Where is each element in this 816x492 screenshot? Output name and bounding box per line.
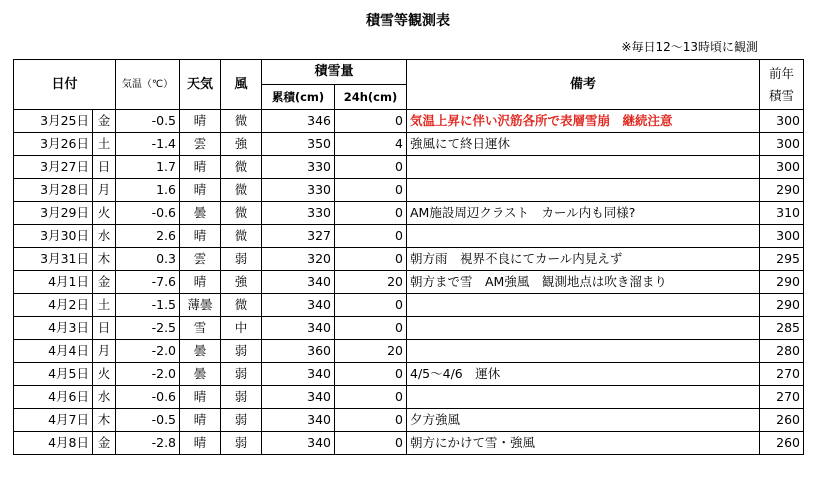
cell-prev-year: 300 <box>760 133 804 156</box>
cell-day: 日 <box>93 317 116 340</box>
cell-wind: 強 <box>221 271 262 294</box>
cell-date: 3月28日 <box>14 179 93 202</box>
cell-24h: 4 <box>335 133 407 156</box>
cell-prev-year: 300 <box>760 110 804 133</box>
cell-prev-year: 300 <box>760 156 804 179</box>
cell-temp: -0.5 <box>116 110 180 133</box>
cell-date: 4月2日 <box>14 294 93 317</box>
cell-remark <box>407 156 760 179</box>
cell-day: 土 <box>93 294 116 317</box>
cell-weather: 晴 <box>180 386 221 409</box>
cell-temp: -0.5 <box>116 409 180 432</box>
cell-prev-year: 270 <box>760 386 804 409</box>
cell-24h: 0 <box>335 156 407 179</box>
cell-cumulative: 330 <box>262 156 335 179</box>
cell-remark <box>407 340 760 363</box>
cell-date: 4月4日 <box>14 340 93 363</box>
cell-weather: 雲 <box>180 133 221 156</box>
cell-cumulative: 320 <box>262 248 335 271</box>
header-remarks: 備考 <box>407 60 760 110</box>
header-prev-line2: 積雪 <box>768 87 794 103</box>
cell-cumulative: 340 <box>262 363 335 386</box>
cell-24h: 0 <box>335 225 407 248</box>
cell-cumulative: 360 <box>262 340 335 363</box>
cell-wind: 微 <box>221 225 262 248</box>
cell-weather: 晴 <box>180 225 221 248</box>
cell-day: 木 <box>93 248 116 271</box>
cell-24h: 20 <box>335 271 407 294</box>
cell-wind: 弱 <box>221 409 262 432</box>
cell-24h: 0 <box>335 363 407 386</box>
table-row <box>14 110 804 133</box>
cell-weather: 晴 <box>180 179 221 202</box>
observation-note: ※毎日12～13時頃に観測 <box>621 40 758 54</box>
cell-day: 日 <box>93 156 116 179</box>
cell-weather: 曇 <box>180 202 221 225</box>
cell-wind: 微 <box>221 179 262 202</box>
cell-cumulative: 350 <box>262 133 335 156</box>
cell-date: 3月29日 <box>14 202 93 225</box>
cell-cumulative: 330 <box>262 179 335 202</box>
cell-24h: 0 <box>335 386 407 409</box>
cell-cumulative: 340 <box>262 271 335 294</box>
cell-day: 金 <box>93 110 116 133</box>
cell-date: 3月30日 <box>14 225 93 248</box>
cell-remark: 気温上昇に伴い沢筋各所で表層雪崩 継続注意 <box>407 110 760 133</box>
cell-wind: 弱 <box>221 432 262 455</box>
cell-temp: -1.5 <box>116 294 180 317</box>
cell-temp: -2.8 <box>116 432 180 455</box>
cell-wind: 強 <box>221 133 262 156</box>
table-row <box>14 179 804 202</box>
cell-remark <box>407 179 760 202</box>
cell-wind: 弱 <box>221 248 262 271</box>
snow-observation-table <box>13 59 804 455</box>
cell-weather: 晴 <box>180 271 221 294</box>
cell-date: 3月25日 <box>14 110 93 133</box>
cell-weather: 雲 <box>180 248 221 271</box>
cell-24h: 0 <box>335 432 407 455</box>
cell-weather: 曇 <box>180 340 221 363</box>
cell-day: 水 <box>93 225 116 248</box>
cell-cumulative: 346 <box>262 110 335 133</box>
cell-weather: 晴 <box>180 432 221 455</box>
cell-day: 金 <box>93 271 116 294</box>
cell-24h: 0 <box>335 248 407 271</box>
cell-24h: 20 <box>335 340 407 363</box>
table-row <box>14 386 804 409</box>
cell-prev-year: 285 <box>760 317 804 340</box>
cell-remark: 4/5～4/6 運休 <box>407 363 760 386</box>
header-cumulative: 累積(cm) <box>262 85 335 110</box>
cell-remark <box>407 386 760 409</box>
cell-weather: 曇 <box>180 363 221 386</box>
cell-prev-year: 300 <box>760 225 804 248</box>
cell-day: 火 <box>93 202 116 225</box>
cell-temp: -0.6 <box>116 386 180 409</box>
cell-weather: 晴 <box>180 156 221 179</box>
cell-temp: -2.0 <box>116 363 180 386</box>
cell-temp: 1.7 <box>116 156 180 179</box>
cell-24h: 0 <box>335 110 407 133</box>
cell-wind: 微 <box>221 156 262 179</box>
cell-temp: -0.6 <box>116 202 180 225</box>
cell-prev-year: 260 <box>760 432 804 455</box>
cell-temp: -7.6 <box>116 271 180 294</box>
cell-24h: 0 <box>335 179 407 202</box>
cell-prev-year: 290 <box>760 179 804 202</box>
cell-cumulative: 340 <box>262 432 335 455</box>
cell-24h: 0 <box>335 409 407 432</box>
table-row <box>14 202 804 225</box>
table-row <box>14 409 804 432</box>
cell-weather: 雪 <box>180 317 221 340</box>
cell-remark <box>407 317 760 340</box>
cell-24h: 0 <box>335 317 407 340</box>
cell-date: 3月26日 <box>14 133 93 156</box>
cell-remark: 強風にて終日運休 <box>407 133 760 156</box>
cell-weather: 晴 <box>180 110 221 133</box>
cell-date: 4月3日 <box>14 317 93 340</box>
page-title: 積雪等観測表 <box>366 13 450 29</box>
cell-24h: 0 <box>335 202 407 225</box>
cell-temp: 1.6 <box>116 179 180 202</box>
cell-weather: 薄曇 <box>180 294 221 317</box>
cell-prev-year: 310 <box>760 202 804 225</box>
cell-date: 3月31日 <box>14 248 93 271</box>
cell-24h: 0 <box>335 294 407 317</box>
cell-wind: 微 <box>221 294 262 317</box>
table-row <box>14 156 804 179</box>
cell-prev-year: 290 <box>760 271 804 294</box>
cell-date: 4月5日 <box>14 363 93 386</box>
cell-wind: 弱 <box>221 340 262 363</box>
cell-temp: 2.6 <box>116 225 180 248</box>
header-prev-year <box>760 60 804 110</box>
header-prev-line1: 前年 <box>768 65 794 81</box>
cell-remark: 朝方にかけて雪・強風 <box>407 432 760 455</box>
header-weather: 天気 <box>180 60 221 110</box>
cell-day: 土 <box>93 133 116 156</box>
table-row <box>14 432 804 455</box>
cell-prev-year: 260 <box>760 409 804 432</box>
table-row <box>14 248 804 271</box>
cell-day: 木 <box>93 409 116 432</box>
cell-cumulative: 330 <box>262 202 335 225</box>
table-row <box>14 133 804 156</box>
cell-day: 火 <box>93 363 116 386</box>
header-date: 日付 <box>14 60 116 110</box>
cell-date: 3月27日 <box>14 156 93 179</box>
cell-date: 4月1日 <box>14 271 93 294</box>
cell-wind: 弱 <box>221 363 262 386</box>
cell-day: 月 <box>93 179 116 202</box>
cell-remark <box>407 294 760 317</box>
table-row <box>14 225 804 248</box>
table-row <box>14 271 804 294</box>
cell-day: 水 <box>93 386 116 409</box>
cell-wind: 微 <box>221 202 262 225</box>
cell-cumulative: 340 <box>262 317 335 340</box>
cell-date: 4月7日 <box>14 409 93 432</box>
cell-prev-year: 280 <box>760 340 804 363</box>
cell-remark: 朝方雨 視界不良にてカール内見えず <box>407 248 760 271</box>
cell-prev-year: 270 <box>760 363 804 386</box>
cell-temp: -2.0 <box>116 340 180 363</box>
cell-cumulative: 327 <box>262 225 335 248</box>
cell-remark <box>407 225 760 248</box>
cell-cumulative: 340 <box>262 294 335 317</box>
cell-wind: 中 <box>221 317 262 340</box>
header-temp: 気温（℃） <box>116 60 180 110</box>
table-row <box>14 294 804 317</box>
header-24h: 24h(cm) <box>335 85 407 110</box>
table-row <box>14 363 804 386</box>
cell-cumulative: 340 <box>262 409 335 432</box>
cell-day: 月 <box>93 340 116 363</box>
cell-remark: AM施設周辺クラスト カール内も同様? <box>407 202 760 225</box>
cell-prev-year: 295 <box>760 248 804 271</box>
table-row <box>14 340 804 363</box>
cell-wind: 弱 <box>221 386 262 409</box>
cell-weather: 晴 <box>180 409 221 432</box>
cell-date: 4月6日 <box>14 386 93 409</box>
header-snow: 積雪量 <box>262 60 407 85</box>
cell-temp: 0.3 <box>116 248 180 271</box>
cell-temp: -2.5 <box>116 317 180 340</box>
cell-temp: -1.4 <box>116 133 180 156</box>
cell-remark: 朝方まで雪 AM強風 観測地点は吹き溜まり <box>407 271 760 294</box>
cell-date: 4月8日 <box>14 432 93 455</box>
header-wind: 風 <box>221 60 262 110</box>
cell-cumulative: 340 <box>262 386 335 409</box>
cell-prev-year: 290 <box>760 294 804 317</box>
cell-wind: 微 <box>221 110 262 133</box>
table-row <box>14 317 804 340</box>
cell-remark: 夕方強風 <box>407 409 760 432</box>
cell-day: 金 <box>93 432 116 455</box>
